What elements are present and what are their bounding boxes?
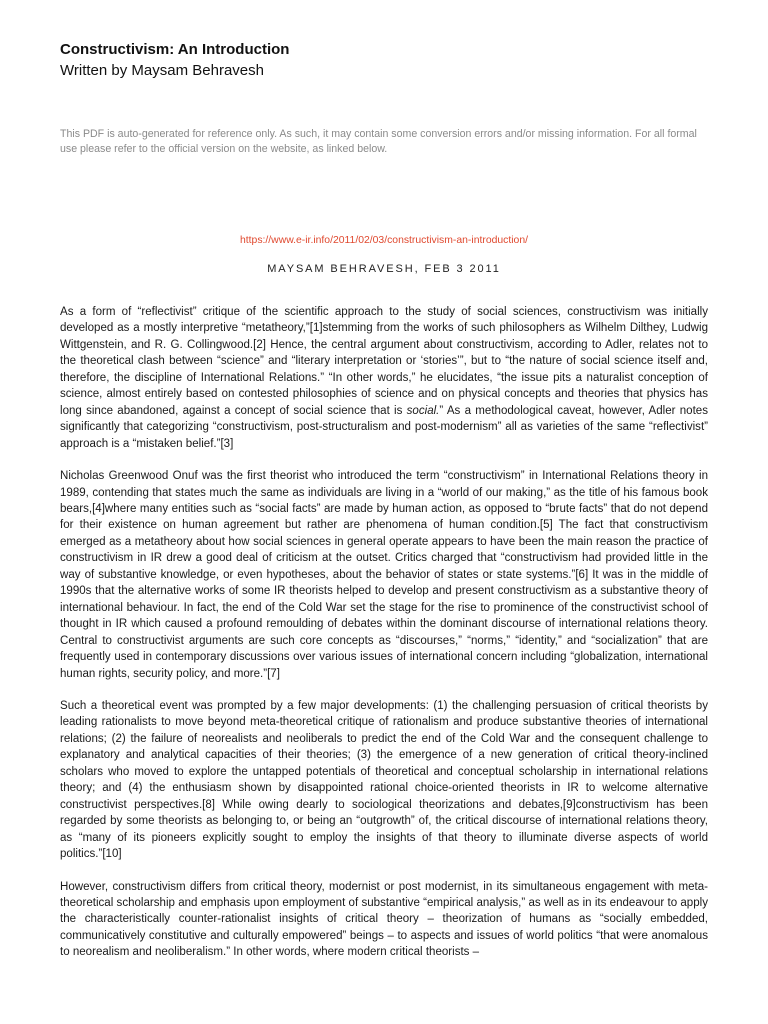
paragraph-1-text-b: ” As a methodological caveat, however, Adler notes significantly that categorizing “constructivism, post-structuralism and post-modernism” all as varieties of the same “reflectivist” approach is a “mistaken belief.”[3] xyxy=(60,404,708,450)
document-title: Constructivism: An Introduction xyxy=(60,41,290,58)
paragraph-1-text-a: As a form of “reflectivist” critique of the scientific approach to the study of social sciences, constructivism was initially developed as a mostly interpretive “metatheory,”[1]stemming from the works of such philosophers as Wilhelm Dilthey, Ludwig Wittgenstein, and R. G. Collingwood.[2] Hence, the central argument about constructivism, according to Adler, relates not to the theoretical clash between “science” and “literary interpretation or ‘stories’”, but to “the nature of social science itself and, therefore, the discipline of International Relations.” “In other words,” he elucidates, “the issue pits a naturalist conception of science, almost entirely based on contested philosophies of science and on physical concepts and theories that physics has long since abandoned, against a concept of social science that is xyxy=(60,306,708,417)
paragraph-4: However, constructivism differs from critical theory, modernist or post modernist, in its simultaneous engagement with meta-theoretical scholarship and emphasis upon employment of substantive “empirical analysis,” as well as in its endeavour to apply the characteristically counter-rationalist insights of critical theory – theorization of humans as “socially embedded, communicatively constitutive and culturally empowered” beings – to aspects and issues of world politics “that were anomalous to neorealism and neoliberalism.” In other words, where modern critical theorists – xyxy=(60,880,708,959)
source-link[interactable]: https://www.e-ir.info/2011/02/03/constructivism-an-introduction/ xyxy=(240,235,528,246)
document-author: Written by Maysam Behravesh xyxy=(60,62,264,79)
paragraph-1 xyxy=(60,304,708,452)
paragraph-2: Nicholas Greenwood Onuf was the first theorist who introduced the term “constructivism” in International Relations theory in 1989, contending that states much the same as individuals are living in a “world of our making,” as the title of his famous book bears,[4]where many entities such as “social facts” are made by human action, as opposed to “brute facts” that do not depend for their existence on human agreement but rather are phenomena of human condition.[5] The fact that constructivism emerged as a metatheory about how social sciences in general operate appears to have been the main reason the practice of constructivism in IR drew a good deal of criticism at the outset. Critics charged that “constructivism had provided little in the way of substantive knowledge, or even hypotheses, about the behavior of states or state systems.”[6] It was in the middle of 1990s that the alternative works of some IR theorists helped to develop and present constructivism as a substantive theory of international behaviour. In fact, the end of the Cold War set the stage for the rise to prominence of the constructivist school of thought in IR which caused a profound remoulding of debates within the dominant discourse of international relations theory. Central to constructivist arguments are such core concepts as “discourses,” “norms,” “identity,” and “socialization” that are frequently used in contemporary discussions over various issues of international concern including “globalization, international human rights, security policy, and more.”[7] xyxy=(60,470,708,680)
paragraph-1-emphasis: social. xyxy=(406,404,440,417)
article-body xyxy=(60,304,708,961)
paragraph-3: Such a theoretical event was prompted by a few major developments: (1) the challenging persuasion of critical theorists by leading rationalists to move beyond meta-theoretical critique of rationalism and produce substantive theories of international relations; (2) the failure of neorealists and neoliberals to predict the end of the Cold War and the consequent challenge to explanatory and analytical capacities of their theories; (3) the emergence of a new generation of critical theory-inclined scholars who moved to explore the untapped potentials of theoretical and conceptual scholarship in international relations theory; and (4) the enthusiasm shown by disappointed rational choice-oriented theorists in IR to welcome alternative constructivist perspectives.[8] While owing dearly to sociological theorizations and debates,[9]constructivism has been regarded by some theorists as belonging to, or being an “outgrowth” of, the critical discourse of international relations theory, as “many of its pioneers explicitly sought to employ the insights of that theory to illuminate diverse aspects of world politics.”[10] xyxy=(60,699,708,861)
document-page xyxy=(60,40,708,977)
article-byline: MAYSAM BEHRAVESH, FEB 3 2011 xyxy=(267,263,501,275)
disclaimer-notice: This PDF is auto-generated for reference only. As such, it may contain some conversion errors and/or missing information. For all formal use please refer to the official version on the website, as linked below. xyxy=(60,128,697,155)
